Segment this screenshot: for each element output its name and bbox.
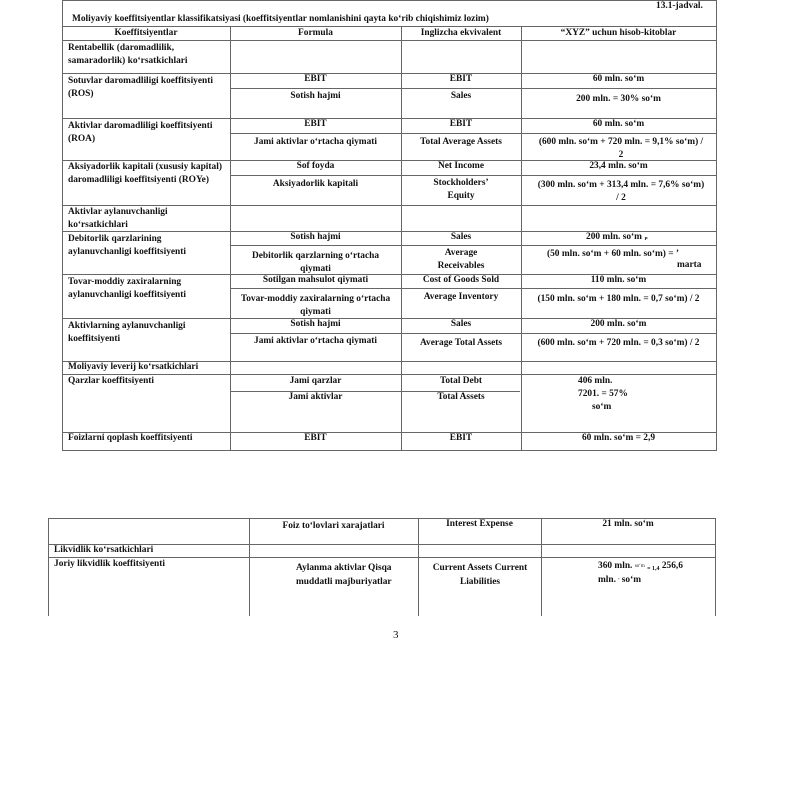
row-debitor-name: Debitorlik qarzlarining aylanuvchanligi koeffitsiyenti (68, 234, 186, 257)
col-separator-3 (521, 26, 522, 451)
debitor-calc-num-text: 200 mln. so‘m (586, 232, 642, 242)
row-roye-name: Aksiyadorlik kapitali (xususiy kapital) daromadliligi koeffitsiyenti (ROYe) (68, 162, 222, 185)
table2-border-right (715, 518, 716, 616)
qarz-formula-num: Jami qarzlar (289, 376, 342, 386)
fraction-line (230, 175, 717, 176)
joriy-calc-som: so‘m (621, 575, 642, 585)
joriy-calc-mln: mln. (598, 575, 616, 585)
joriy-calc-result: = 1,4 (647, 566, 660, 572)
aktiv-calc-den: (600 mln. so‘m + 720 mln. = 0,3 so‘m) / 2 (537, 338, 700, 348)
fraction-line (230, 333, 717, 334)
debitor-formula-num: Sotish hajmi (290, 232, 341, 242)
aktiv-formula-den: Jami aktivlar o‘rtacha qiymati (254, 336, 377, 346)
section-leverij: Moliyaviy leverij ko‘rsatkichlari (68, 362, 199, 372)
qarz-calc-line1: 406 mln. (578, 376, 613, 386)
aktiv-calc-num: 200 mln. so‘m (590, 319, 647, 329)
table2-border-left (48, 518, 49, 616)
foiz-english-num: EBIT (449, 433, 473, 443)
debitor-calc-num-mark: ₚ (644, 233, 648, 241)
aktiv-english-num: Sales (450, 319, 472, 329)
tovar-english-num: Cost of Goods Sold (422, 275, 500, 285)
roa-english-num: EBIT (449, 119, 473, 129)
debitor-english-num: Sales (450, 232, 472, 242)
qarz-calc-line3: so‘m (592, 402, 612, 412)
row-joriy-name: Joriy likvidlik koeffitsiyenti (54, 559, 165, 569)
tovar-calc-num: 110 mln. so‘m (590, 275, 647, 285)
table2-col-3 (541, 518, 542, 616)
roye-calc-num: 23,4 mln. so‘m (589, 161, 648, 171)
fraction-line (230, 88, 717, 89)
fraction-line (230, 288, 717, 289)
row-aktiv-name: Aktivlarning aylanuvchanligi koeffitsiyenti (68, 321, 186, 344)
header-separator (62, 40, 717, 41)
row-ros-name: Sotuvlar daromadliligi koeffitsiyenti (ROS) (68, 76, 213, 99)
tovar-english-den: Average Inventory (423, 292, 499, 302)
ros-english-num: EBIT (449, 74, 473, 84)
qarz-english-num: Total Debt (439, 376, 483, 386)
table-number: 13.1-jadval. (656, 1, 703, 11)
roye-english-den: Stockholders’ Equity (433, 178, 489, 201)
table-caption: Moliyaviy koeffitsiyentlar klassifikatsiyasi (koeffitsiyentlar nomlanishini qayta ko‘rib chiqishimiz lozim) (72, 14, 489, 24)
header-english: Inglizcha ekvivalent (420, 28, 502, 38)
aktiv-formula-num: Sotish hajmi (290, 319, 341, 329)
roa-calc-den: (600 mln. so‘m + 720 mln. = 9,1% so‘m) / 2 (538, 137, 704, 160)
debitor-calc-num (586, 231, 648, 244)
joriy-calc-line2 (598, 574, 641, 588)
foiz-formula-num: EBIT (304, 433, 327, 443)
section-aylanuvchanlik: Aktivlar aylanuvchanligi ko‘rsatkichlari (68, 207, 168, 230)
ros-calc-num: 60 mln. so‘m (592, 74, 645, 84)
roa-english-den: Total Average Assets (420, 137, 502, 147)
tovar-formula-num: Sotilgan mahsulot qiymati (262, 275, 369, 285)
table-border-left (62, 0, 63, 451)
roye-formula-num: Sof foyda (296, 161, 335, 171)
joriy-english: Current Assets Current Liabilities (432, 563, 528, 587)
aktiv-english-den: Average Total Assets (419, 338, 503, 348)
header-formula: Formula (298, 28, 333, 38)
row-roa-name: Aktivlar daromadliligi koeffitsiyenti (ROA) (68, 121, 213, 144)
joriy-calc-amount: 360 mln. (598, 561, 633, 571)
section-likvidlik: Likvidlik ko‘rsatkichlari (54, 545, 154, 555)
qarz-english-den: Total Assets (437, 392, 485, 402)
foiz-calc-num: 60 mln. so‘m = 2,9 (581, 433, 656, 443)
tovar-formula-den: Tovar-moddiy zaxiralarning o‘rtacha qiymati (240, 294, 391, 317)
ros-english-den: Sales (450, 91, 472, 101)
roye-calc-den: (300 mln. so‘m + 313,4 mln. = 7,6% so‘m) / 2 (537, 180, 705, 203)
debitor-english-den: Average Receivables (437, 248, 485, 271)
foiz-formula-den: Foiz to‘lovlari xarajatlari (282, 521, 385, 531)
debitor-calc-den: (50 mln. so‘m + 60 mln. so‘m) = ’ (547, 249, 680, 259)
ros-formula-num: EBIT (304, 74, 327, 84)
section-rentabellik: Rentabellik (daromadlilik, samaradorlik) ko‘rsatkichlari (68, 43, 188, 66)
fraction-line (230, 133, 717, 134)
joriy-formula: Aylanma aktivlar Qisqa muddatli majburiyatlar (296, 563, 392, 587)
debitor-calc-den-unit: marta (677, 260, 702, 270)
foiz-english-den: Interest Expense (446, 519, 513, 529)
joriy-calc-denominator: 256,6 (661, 561, 683, 571)
table-border-top (62, 0, 717, 1)
table-border-right (716, 0, 717, 451)
table-border-bottom (62, 450, 717, 451)
table2-col-2 (418, 518, 419, 616)
roa-formula-den: Jami aktivlar o‘rtacha qiymati (254, 137, 377, 147)
roa-calc-num: 60 mln. so‘m (592, 119, 645, 129)
row-foiz-name: Foizlarni qoplash koeffitsiyenti (68, 433, 193, 443)
ros-calc-den: 200 mln. = 30% so‘m (576, 94, 661, 104)
roa-formula-num: EBIT (304, 119, 327, 129)
fraction-line (230, 245, 717, 246)
header-koeffitsiyentlar: Koeffitsiyentlar (114, 28, 178, 38)
row-qarz-name: Qarzlar koeffitsiyenti (68, 376, 155, 386)
continuation-table (0, 500, 800, 620)
tovar-calc-den: (150 mln. so‘m + 180 mln. = 0,7 so‘m) / 2 (537, 294, 700, 304)
roye-english-num: Net Income (437, 161, 485, 171)
joriy-calc-unit-small: so‘m (634, 564, 645, 569)
page-number: 3 (393, 629, 399, 641)
row-tovar-name: Tovar-moddiy zaxiralarning aylanuvchanligi koeffitsiyenti (68, 277, 186, 300)
qarz-calc-line2: 7201. = 57% (578, 389, 628, 399)
foiz-calc-den: 21 mln. so‘m (602, 519, 654, 529)
joriy-calc-tick: ' (618, 578, 620, 584)
roye-formula-den: Aksiyadorlik kapitali (272, 179, 359, 189)
qarz-formula-den: Jami aktivlar (288, 392, 343, 402)
header-calculation: “XYZ” uchun hisob-kitoblar (560, 28, 677, 38)
ros-formula-den: Sotish hajmi (290, 91, 341, 101)
debitor-formula-den: Debitorlik qarzlarning o‘rtacha qiymati (251, 251, 380, 274)
